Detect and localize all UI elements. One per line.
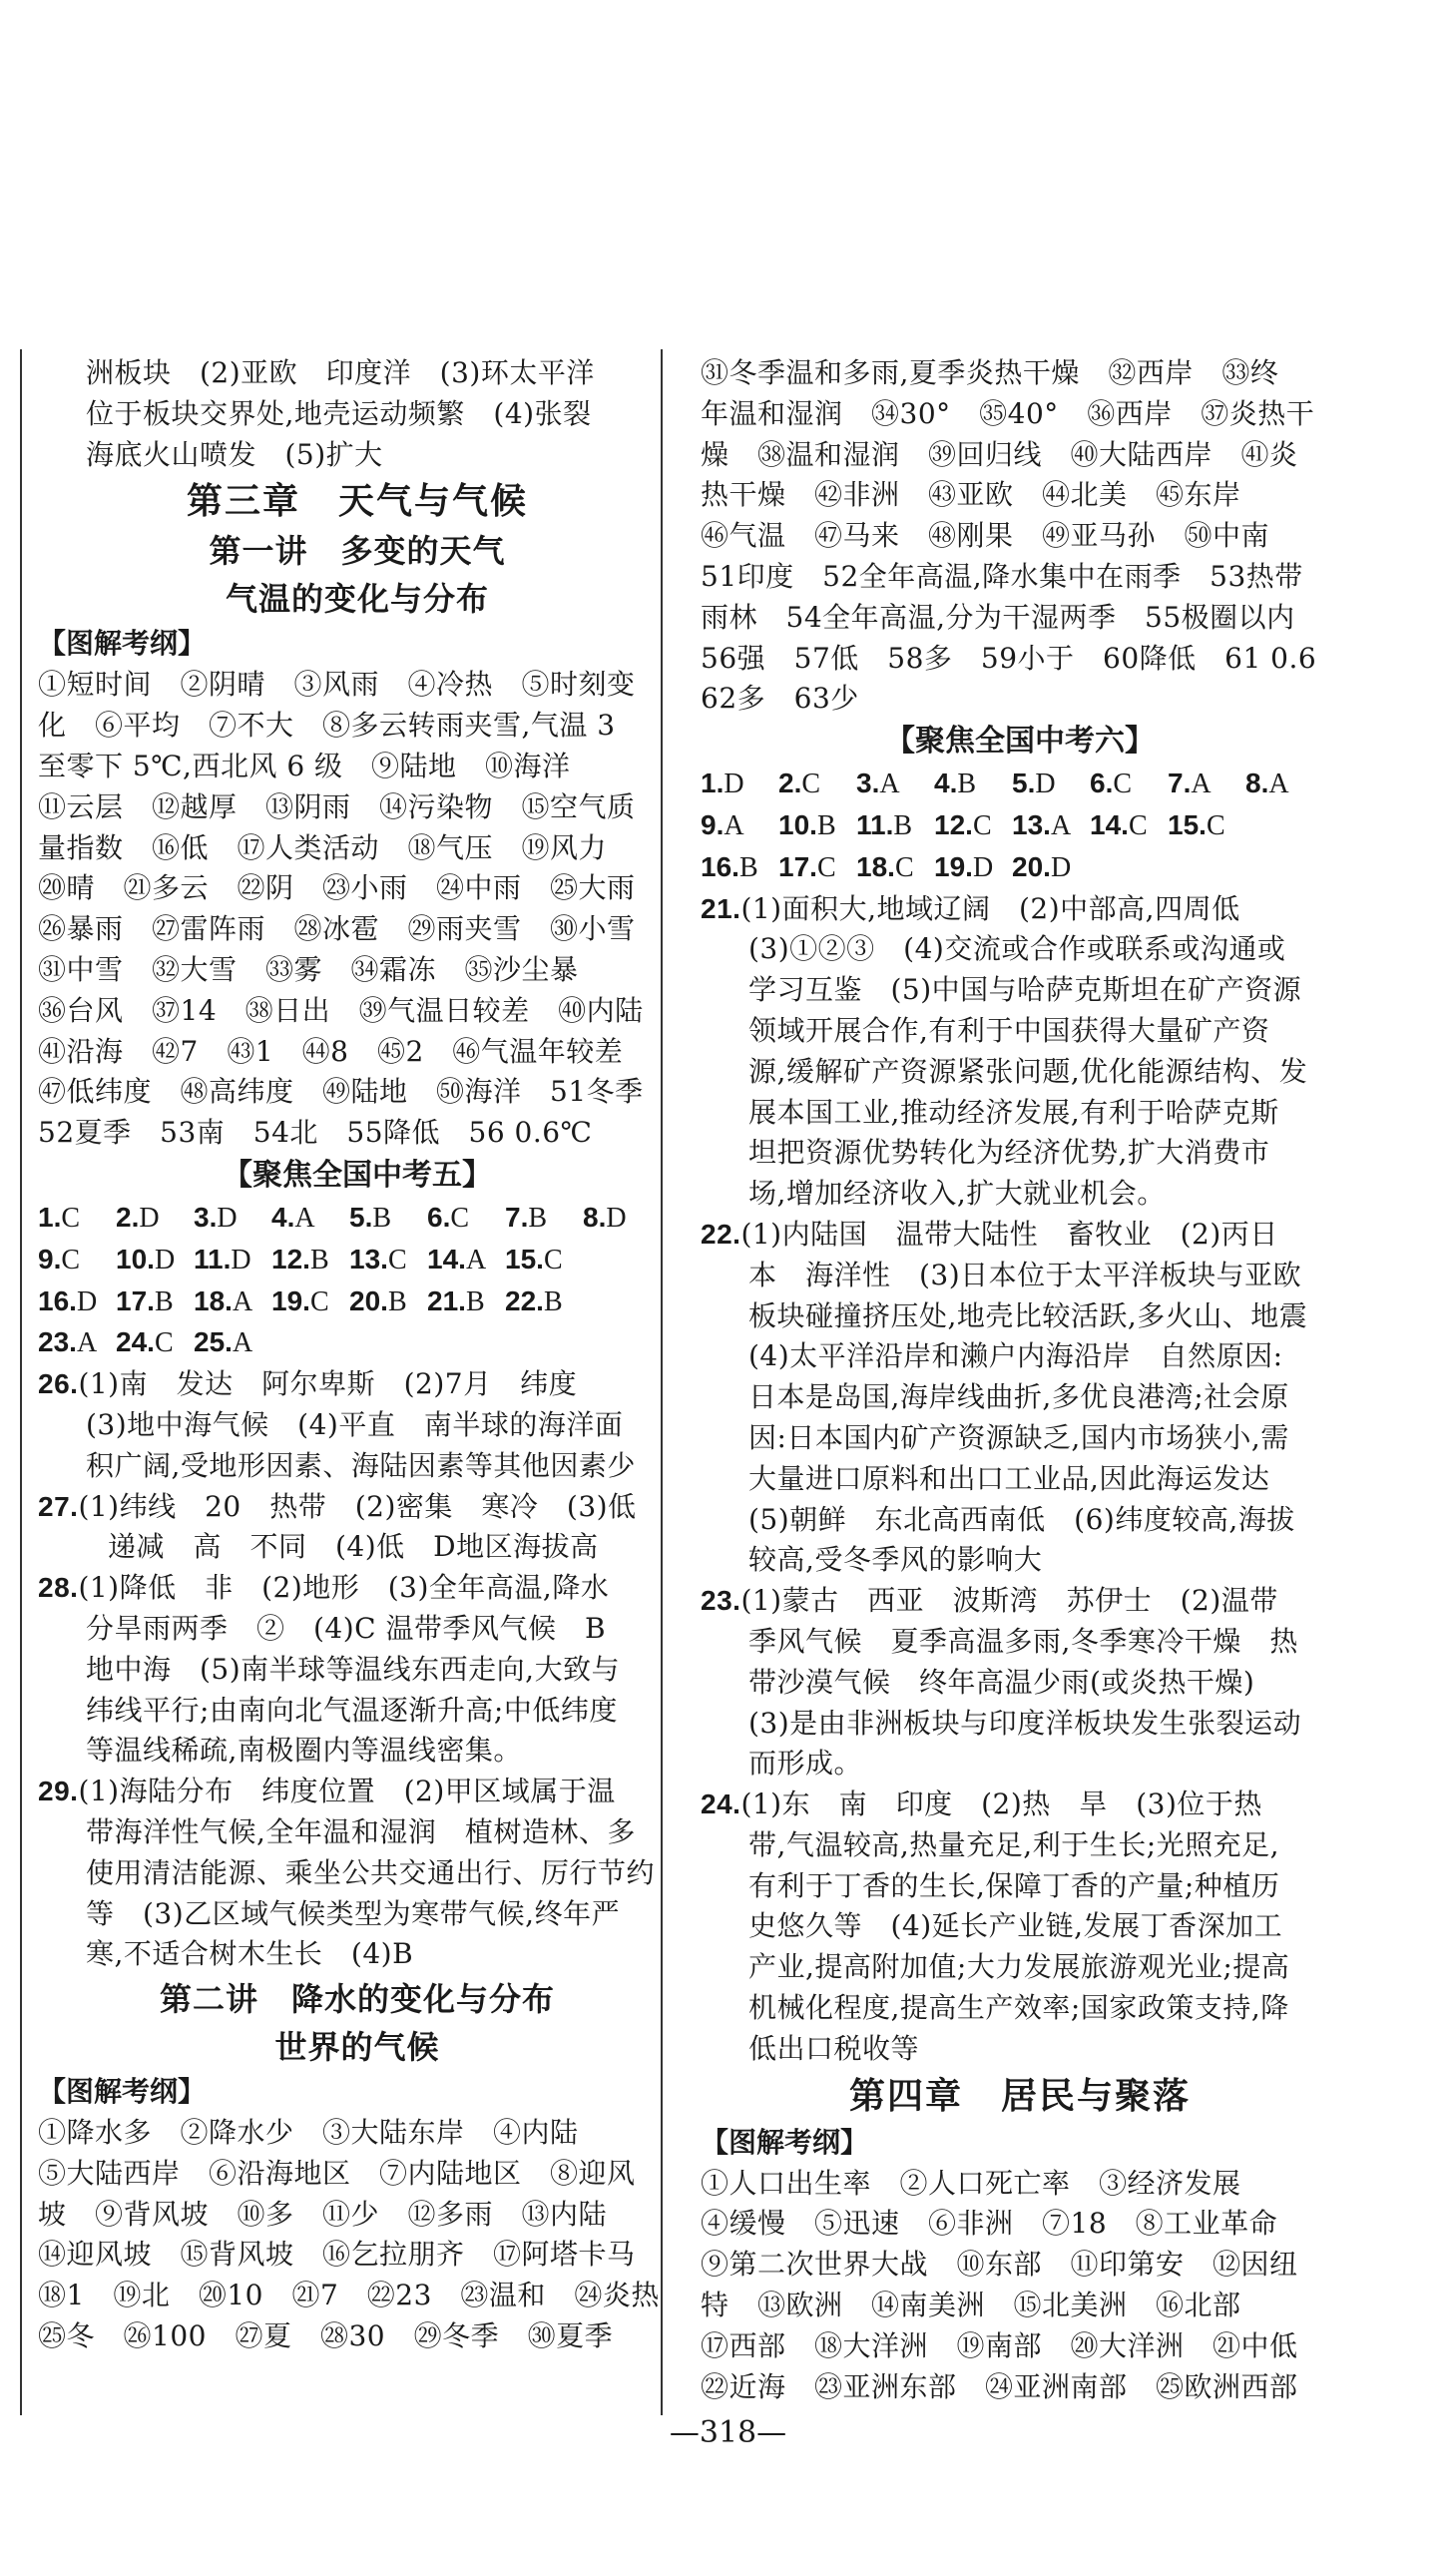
answer-letter: B bbox=[893, 809, 913, 841]
text-line: 领域开展合作,有利于中国获得大量矿产资 bbox=[748, 1013, 1270, 1047]
answer-letter: C bbox=[972, 809, 992, 841]
answer-letter: B bbox=[528, 1202, 548, 1234]
question-number: 9. bbox=[701, 808, 725, 840]
focus-6-heading: 【聚焦全国中考六】 bbox=[885, 724, 1155, 760]
text-line: (1)海陆分布 纬度位置 (2)甲区域属于温 bbox=[78, 1775, 616, 1808]
question-number: 6. bbox=[1090, 767, 1114, 799]
answer-letter: D bbox=[1050, 851, 1072, 883]
left-margin-rule bbox=[20, 349, 22, 2415]
mc-answer bbox=[116, 1322, 194, 1364]
answer-letter: A bbox=[76, 1327, 98, 1359]
text-line: ㉛中雪 ㉜大雪 ㉝雾 ㉞霜冻 ㉟沙尘暴 bbox=[38, 952, 579, 986]
answer-row bbox=[38, 1240, 677, 1281]
question-number: 7. bbox=[1168, 767, 1192, 799]
question-23 bbox=[701, 1581, 1339, 1785]
question-number: 23. bbox=[701, 1585, 741, 1617]
mc-answer bbox=[505, 1240, 583, 1281]
question-number: 3. bbox=[194, 1201, 218, 1233]
question-number: 8. bbox=[1245, 767, 1269, 799]
mc-answer bbox=[1012, 805, 1090, 847]
text-line: 至零下 5℃,西北风 6 级 ⑨陆地 ⑩海洋 bbox=[38, 749, 571, 782]
outline-heading: 【图解考纲】 bbox=[38, 627, 207, 661]
mc-answer bbox=[427, 1240, 505, 1281]
chapter-4-title: 第四章 居民与聚落 bbox=[848, 2074, 1191, 2117]
text-line: 热干燥 ㊷非洲 ㊸亚欧 ㊹北美 ㊺东岸 bbox=[701, 478, 1241, 512]
text-line: 寒,不适合树木生长 (4)B bbox=[86, 1937, 414, 1971]
text-line: ①短时间 ②阴晴 ③风雨 ④冷热 ⑤时刻变 bbox=[38, 668, 636, 702]
text-line: 化 ⑥平均 ⑦不大 ⑧多云转雨夹雪,气温 3 bbox=[38, 709, 616, 743]
chapter-3-title: 第三章 天气与气候 bbox=[186, 480, 528, 523]
question-number: 20. bbox=[349, 1284, 388, 1316]
mc-answer bbox=[194, 1281, 271, 1323]
text-line: ㉒近海 ㉓亚洲东部 ㉔亚洲南部 ㉕欧洲西部 bbox=[701, 2369, 1298, 2403]
answer-letter: C bbox=[816, 851, 836, 883]
answer-letter: B bbox=[957, 768, 977, 800]
mc-answer bbox=[1168, 764, 1245, 805]
lecture-2-subtitle: 世界的气候 bbox=[274, 2028, 440, 2067]
question-number: 14. bbox=[427, 1243, 466, 1275]
question-number: 9. bbox=[38, 1243, 62, 1275]
mc-answer bbox=[38, 1240, 116, 1281]
answer-letter: A bbox=[1191, 768, 1212, 800]
question-29 bbox=[38, 1772, 677, 1975]
question-number: 18. bbox=[194, 1284, 233, 1316]
question-number: 3. bbox=[856, 767, 880, 799]
question-27 bbox=[38, 1487, 677, 1569]
text-line: 产业,提高附加值;大力发展旅游观光业;提高 bbox=[748, 1950, 1290, 1984]
text-line: (1)面积大,地域辽阔 (2)中部高,四周低 bbox=[740, 891, 1240, 925]
text-line: 带海洋性气候,全年温和湿润 植树造林、多 bbox=[86, 1814, 636, 1848]
question-number: 19. bbox=[934, 850, 973, 882]
text-line: ⑪云层 ⑫越厚 ⑬阴雨 ⑭污染物 ⑮空气质 bbox=[38, 789, 636, 823]
answer-letter: D bbox=[1035, 768, 1056, 800]
question-number: 11. bbox=[194, 1243, 232, 1275]
text-line: ①降水多 ②降水少 ③大陆东岸 ④内陆 bbox=[38, 2116, 579, 2150]
question-number: 8. bbox=[583, 1201, 607, 1233]
text-line: (1)降低 非 (2)地形 (3)全年高温,降水 bbox=[78, 1571, 610, 1605]
text-line: 51印度 52全年高温,降水集中在雨季 53热带 bbox=[701, 559, 1303, 593]
text-line: 本 海洋性 (3)日本位于太平洋板块与亚欧 bbox=[748, 1258, 1302, 1291]
answer-letter: C bbox=[543, 1244, 563, 1276]
answer-letter: D bbox=[724, 768, 744, 800]
text-line: 坡 ⑨背风坡 ⑩多 ⑪少 ⑫多雨 ⑬内陆 bbox=[38, 2197, 608, 2231]
question-number: 2. bbox=[116, 1201, 140, 1233]
question-number: 10. bbox=[116, 1243, 155, 1275]
question-number: 29. bbox=[38, 1776, 79, 1807]
page-number: —318— bbox=[669, 2415, 787, 2450]
text-line: 等温线稀疏,南极圈内等温线密集。 bbox=[86, 1734, 522, 1768]
mc-answer bbox=[505, 1198, 583, 1240]
answer-letter: D bbox=[606, 1202, 627, 1234]
text-line: (3)地中海气候 (4)平直 南半球的海洋面 bbox=[86, 1407, 624, 1441]
text-line: 地中海 (5)南半球等温线东西走向,大致与 bbox=[86, 1652, 621, 1686]
lecture-1-title: 第一讲 多变的天气 bbox=[209, 532, 506, 571]
answer-letter: B bbox=[738, 851, 758, 883]
text-line: 洲板块 (2)亚欧 印度洋 (3)环太平洋 bbox=[86, 356, 595, 389]
mc-answer bbox=[701, 764, 778, 805]
mc-answer bbox=[701, 805, 778, 847]
mc-answer bbox=[1012, 847, 1090, 889]
lecture-2-title: 第二讲 降水的变化与分布 bbox=[159, 1980, 555, 2019]
answer-letter: C bbox=[1113, 768, 1133, 800]
text-line: 展本国工业,推动经济发展,有利于哈萨克斯 bbox=[748, 1095, 1279, 1129]
text-line: 有利于丁香的生长,保障丁香的产量;种植历 bbox=[748, 1868, 1280, 1902]
question-number: 21. bbox=[427, 1284, 466, 1316]
mc-answer bbox=[1090, 805, 1168, 847]
answer-letter: D bbox=[972, 851, 994, 883]
answer-letter: C bbox=[309, 1285, 329, 1317]
mc-answer bbox=[116, 1198, 194, 1240]
answer-letter: D bbox=[154, 1244, 176, 1276]
text-line: 较高,受冬季风的影响大 bbox=[748, 1543, 1043, 1577]
question-number: 12. bbox=[271, 1243, 310, 1275]
answer-letter: B bbox=[154, 1285, 174, 1317]
text-line: ⑭迎风坡 ⑮背风坡 ⑯乞拉朋齐 ⑰阿塔卡马 bbox=[38, 2238, 636, 2272]
text-line: 海底火山喷发 (5)扩大 bbox=[86, 437, 383, 471]
mc-answer bbox=[778, 805, 856, 847]
mc-answer bbox=[1245, 764, 1323, 805]
outline-heading: 【图解考纲】 bbox=[38, 2075, 207, 2109]
text-line: ⑳晴 ㉑多云 ㉒阴 ㉓小雨 ㉔中雨 ㉕大雨 bbox=[38, 871, 636, 905]
text-line: 年温和湿润 ㉞30° ㉟40° ㊱西岸 ㊲炎热干 bbox=[701, 396, 1315, 430]
text-line: 低出口税收等 bbox=[748, 2031, 920, 2065]
question-number: 22. bbox=[505, 1284, 544, 1316]
question-number: 20. bbox=[1012, 850, 1051, 882]
mc-answer bbox=[271, 1240, 349, 1281]
text-line: 日本是岛国,海岸线曲折,多优良港湾;社会原 bbox=[748, 1380, 1289, 1414]
text-line: 因:日本国内矿产资源缺乏,国内市场狭小,需 bbox=[748, 1420, 1289, 1454]
mc-answer bbox=[38, 1198, 116, 1240]
outline-3-list bbox=[701, 2164, 1339, 2408]
answer-letter: D bbox=[217, 1202, 238, 1234]
question-number: 18. bbox=[856, 850, 895, 882]
question-number: 6. bbox=[427, 1201, 451, 1233]
mc-answer bbox=[856, 847, 934, 889]
mc-answer bbox=[778, 764, 856, 805]
answer-row bbox=[701, 764, 1339, 805]
question-number: 13. bbox=[349, 1243, 388, 1275]
text-line: 板块碰撞挤压处,地壳比较活跃,多火山、地震 bbox=[748, 1298, 1308, 1332]
text-line: 燥 ㊳温和湿润 ㊴回归线 ㊵大陆西岸 ㊶炎 bbox=[701, 437, 1298, 471]
answer-letter: C bbox=[61, 1244, 81, 1276]
mc-answer bbox=[38, 1281, 116, 1323]
question-number: 12. bbox=[934, 808, 973, 840]
mc-answer bbox=[778, 847, 856, 889]
text-line: 带沙漠气候 终年高温少雨(或炎热干燥) bbox=[748, 1665, 1255, 1699]
mc-answer bbox=[349, 1240, 427, 1281]
question-number: 11. bbox=[856, 808, 894, 840]
mc-answer bbox=[583, 1198, 661, 1240]
text-line: 纬线平行;由南向北气温逐渐升高;中低纬度 bbox=[86, 1693, 618, 1727]
answer-letter: D bbox=[139, 1202, 160, 1234]
mc-answer bbox=[505, 1281, 583, 1323]
mc-answer bbox=[116, 1281, 194, 1323]
question-number: 7. bbox=[505, 1201, 529, 1233]
answer-letter: A bbox=[1050, 809, 1072, 841]
text-line: ⑰西部 ⑱大洋洲 ⑲南部 ⑳大洋洲 ㉑中低 bbox=[701, 2328, 1298, 2362]
answer-letter: C bbox=[450, 1202, 470, 1234]
focus-5-heading: 【聚焦全国中考五】 bbox=[223, 1157, 492, 1193]
answer-letter: A bbox=[232, 1327, 253, 1359]
question-number: 15. bbox=[505, 1243, 544, 1275]
question-number: 25. bbox=[194, 1326, 233, 1358]
mc-answer bbox=[271, 1281, 349, 1323]
answer-letter: B bbox=[387, 1285, 407, 1317]
answer-row bbox=[701, 805, 1339, 847]
mc-answer bbox=[1012, 764, 1090, 805]
mc-answer bbox=[934, 764, 1012, 805]
text-line: ㊱台风 ㊲14 ㊳日出 ㊴气温日较差 ㊵内陆 bbox=[38, 993, 644, 1027]
text-line: (4)太平洋沿岸和濑户内海沿岸 自然原因: bbox=[748, 1339, 1283, 1373]
mc-answer bbox=[194, 1322, 271, 1364]
text-line: ㊶沿海 ㊷7 ㊸1 ㊹8 ㊺2 ㊻气温年较差 bbox=[38, 1034, 624, 1068]
text-line: 量指数 ⑯低 ⑰人类活动 ⑱气压 ⑲风力 bbox=[38, 830, 608, 864]
question-number: 14. bbox=[1090, 808, 1129, 840]
answer-letter: B bbox=[465, 1285, 485, 1317]
text-line: (1)东 南 印度 (2)热 旱 (3)位于热 bbox=[740, 1788, 1262, 1821]
text-line: 源,缓解矿产资源紧张问题,优化能源结构、发 bbox=[748, 1054, 1308, 1088]
answer-letter: D bbox=[76, 1285, 98, 1317]
question-number: 23. bbox=[38, 1326, 77, 1358]
mc-answer bbox=[856, 805, 934, 847]
question-number: 22. bbox=[701, 1218, 741, 1250]
text-line: (3)①②③ (4)交流或合作或联系或沟通或 bbox=[748, 932, 1286, 966]
answer-row bbox=[38, 1198, 677, 1240]
question-number: 2. bbox=[778, 767, 802, 799]
text-line: 56强 57低 58多 59小于 60降低 61 0.6 bbox=[701, 641, 1317, 675]
question-number: 26. bbox=[38, 1368, 79, 1400]
question-number: 4. bbox=[271, 1201, 295, 1233]
question-number: 5. bbox=[349, 1201, 373, 1233]
question-number: 24. bbox=[701, 1788, 741, 1820]
question-22 bbox=[701, 1215, 1339, 1581]
answer-row bbox=[38, 1281, 677, 1323]
text-line: 季风气候 夏季高温多雨,冬季寒冷干燥 热 bbox=[748, 1624, 1298, 1658]
question-number: 24. bbox=[116, 1326, 155, 1358]
question-number: 19. bbox=[271, 1284, 310, 1316]
text-line: (1)纬线 20 热带 (2)密集 寒冷 (3)低 bbox=[78, 1489, 637, 1523]
text-line: ④缓慢 ⑤迅速 ⑥非洲 ⑦18 ⑧工业革命 bbox=[701, 2207, 1278, 2241]
question-26 bbox=[38, 1364, 677, 1486]
question-number: 15. bbox=[1168, 808, 1207, 840]
answer-letter: A bbox=[294, 1202, 315, 1234]
answer-letter: B bbox=[543, 1285, 563, 1317]
text-line: 等 (3)乙区域气候类型为寒带气候,终年严 bbox=[86, 1896, 621, 1930]
outline-2-list bbox=[38, 2113, 677, 2357]
answer-letter: C bbox=[154, 1327, 174, 1359]
question-number: 28. bbox=[38, 1572, 79, 1604]
outline-heading: 【图解考纲】 bbox=[701, 2125, 869, 2159]
text-line: 史悠久等 (4)延长产业链,发展丁香深加工 bbox=[748, 1909, 1283, 1943]
mc-answer bbox=[934, 847, 1012, 889]
answer-letter: C bbox=[1128, 809, 1148, 841]
question-number: 17. bbox=[778, 850, 817, 882]
answer-letter: D bbox=[231, 1244, 251, 1276]
text-line: 积广阔,受地形因素、海陆因素等其他因素少 bbox=[86, 1448, 636, 1482]
answer-letter: C bbox=[894, 851, 914, 883]
right-intro bbox=[701, 353, 1339, 720]
text-line: (5)朝鲜 东北高西南低 (6)纬度较高,海拔 bbox=[748, 1502, 1295, 1536]
answer-row bbox=[38, 1322, 677, 1364]
question-number: 16. bbox=[701, 850, 739, 882]
mc-answer bbox=[194, 1198, 271, 1240]
answer-letter: A bbox=[465, 1244, 487, 1276]
question-number: 13. bbox=[1012, 808, 1051, 840]
lecture-1-subtitle: 气温的变化与分布 bbox=[225, 580, 489, 619]
question-number: 4. bbox=[934, 767, 958, 799]
outline-1-list bbox=[38, 665, 677, 1154]
left-intro bbox=[38, 353, 677, 475]
text-line: ㊻气温 ㊼马来 ㊽刚果 ㊾亚马孙 ㊿中南 bbox=[701, 519, 1270, 553]
text-line: 使用清洁能源、乘坐公共交通出行、厉行节约 bbox=[86, 1855, 656, 1889]
text-line: 雨林 54全年高温,分为干湿两季 55极圈以内 bbox=[701, 600, 1295, 634]
mc-answer bbox=[1090, 764, 1168, 805]
answer-letter: B bbox=[816, 809, 836, 841]
text-line: ⑤大陆西岸 ⑥沿海地区 ⑦内陆地区 ⑧迎风 bbox=[38, 2156, 636, 2190]
text-line: 而形成。 bbox=[748, 1747, 863, 1781]
mc-answer bbox=[701, 847, 778, 889]
text-line: 递减 高 不同 (4)低 D地区海拔高 bbox=[108, 1530, 599, 1564]
mc-answer bbox=[349, 1198, 427, 1240]
question-number: 1. bbox=[701, 767, 725, 799]
text-line: 52夏季 53南 54北 55降低 56 0.6℃ bbox=[38, 1116, 593, 1150]
left-column bbox=[38, 353, 677, 2357]
mc-answer bbox=[856, 764, 934, 805]
right-column bbox=[701, 353, 1339, 2407]
text-line: ㊼低纬度 ㊽高纬度 ㊾陆地 ㊿海洋 51冬季 bbox=[38, 1075, 644, 1109]
answer-letter: A bbox=[1268, 768, 1289, 800]
answer-letter: A bbox=[879, 768, 900, 800]
text-line: ㉛冬季温和多雨,夏季炎热干燥 ㉜西岸 ㉝终 bbox=[701, 356, 1279, 389]
text-line: (1)内陆国 温带大陆性 畜牧业 (2)丙日 bbox=[740, 1217, 1278, 1251]
text-line: 62多 63少 bbox=[701, 682, 859, 716]
text-line: ㉕冬 ㉖100 ㉗夏 ㉘30 ㉙冬季 ㉚夏季 bbox=[38, 2319, 614, 2353]
text-line: 位于板块交界处,地壳运动频繁 (4)张裂 bbox=[86, 396, 592, 430]
question-number: 5. bbox=[1012, 767, 1036, 799]
text-line: ⑱1 ⑲北 ⑳10 ㉑7 ㉒23 ㉓温和 ㉔炎热 bbox=[38, 2279, 660, 2312]
answer-row bbox=[701, 847, 1339, 889]
text-line: 分旱雨两季 ② (4)C 温带季风气候 B bbox=[86, 1611, 607, 1645]
text-line: (3)是由非洲板块与印度洋板块发生张裂运动 bbox=[748, 1706, 1302, 1740]
mc-answer bbox=[194, 1240, 271, 1281]
answer-letter: A bbox=[724, 809, 744, 841]
text-line: ⑨第二次世界大战 ⑩东部 ⑪印第安 ⑫因纽 bbox=[701, 2248, 1298, 2282]
mc-answer bbox=[1168, 805, 1245, 847]
question-21 bbox=[701, 889, 1339, 1215]
question-number: 10. bbox=[778, 808, 817, 840]
mc-answer bbox=[427, 1281, 505, 1323]
question-number: 1. bbox=[38, 1201, 62, 1233]
mc-answer bbox=[427, 1198, 505, 1240]
mc-answer bbox=[38, 1322, 116, 1364]
text-line: 场,增加经济收入,扩大就业机会。 bbox=[748, 1177, 1166, 1211]
text-line: 学习互鉴 (5)中国与哈萨克斯坦在矿产资源 bbox=[748, 973, 1302, 1007]
mc-answer bbox=[271, 1198, 349, 1240]
text-line: ①人口出生率 ②人口死亡率 ③经济发展 bbox=[701, 2166, 1241, 2200]
text-line: ㉖暴雨 ㉗雷阵雨 ㉘冰雹 ㉙雨夹雪 ㉚小雪 bbox=[38, 912, 636, 946]
question-number: 21. bbox=[701, 892, 741, 924]
answer-letter: C bbox=[801, 768, 821, 800]
answer-letter: A bbox=[232, 1285, 253, 1317]
answer-letter: C bbox=[1206, 809, 1225, 841]
mc-answer bbox=[934, 805, 1012, 847]
question-number: 16. bbox=[38, 1284, 77, 1316]
text-line: 大量进口原料和出口工业品,因此海运发达 bbox=[748, 1461, 1270, 1495]
text-line: 机械化程度,提高生产效率;国家政策支持,降 bbox=[748, 1991, 1289, 2025]
answer-letter: C bbox=[387, 1244, 407, 1276]
question-number: 27. bbox=[38, 1490, 79, 1522]
focus-5-mc-answers bbox=[38, 1198, 677, 1364]
answer-letter: B bbox=[372, 1202, 392, 1234]
question-number: 17. bbox=[116, 1284, 155, 1316]
answer-letter: B bbox=[309, 1244, 329, 1276]
mc-answer bbox=[116, 1240, 194, 1281]
answer-letter: C bbox=[61, 1202, 81, 1234]
mc-answer bbox=[349, 1281, 427, 1323]
text-line: (1)南 发达 阿尔卑斯 (2)7月 纬度 bbox=[78, 1367, 578, 1401]
text-line: 带,气温较高,热量充足,利于生长;光照充足, bbox=[748, 1827, 1280, 1861]
question-28 bbox=[38, 1568, 677, 1772]
text-line: (1)蒙古 西亚 波斯湾 苏伊士 (2)温带 bbox=[740, 1584, 1278, 1618]
text-line: 特 ⑬欧洲 ⑭南美洲 ⑮北美洲 ⑯北部 bbox=[701, 2289, 1241, 2322]
question-24 bbox=[701, 1785, 1339, 2070]
focus-6-mc-answers bbox=[701, 764, 1339, 888]
text-line: 坦把资源优势转化为经济优势,扩大消费市 bbox=[748, 1136, 1270, 1170]
